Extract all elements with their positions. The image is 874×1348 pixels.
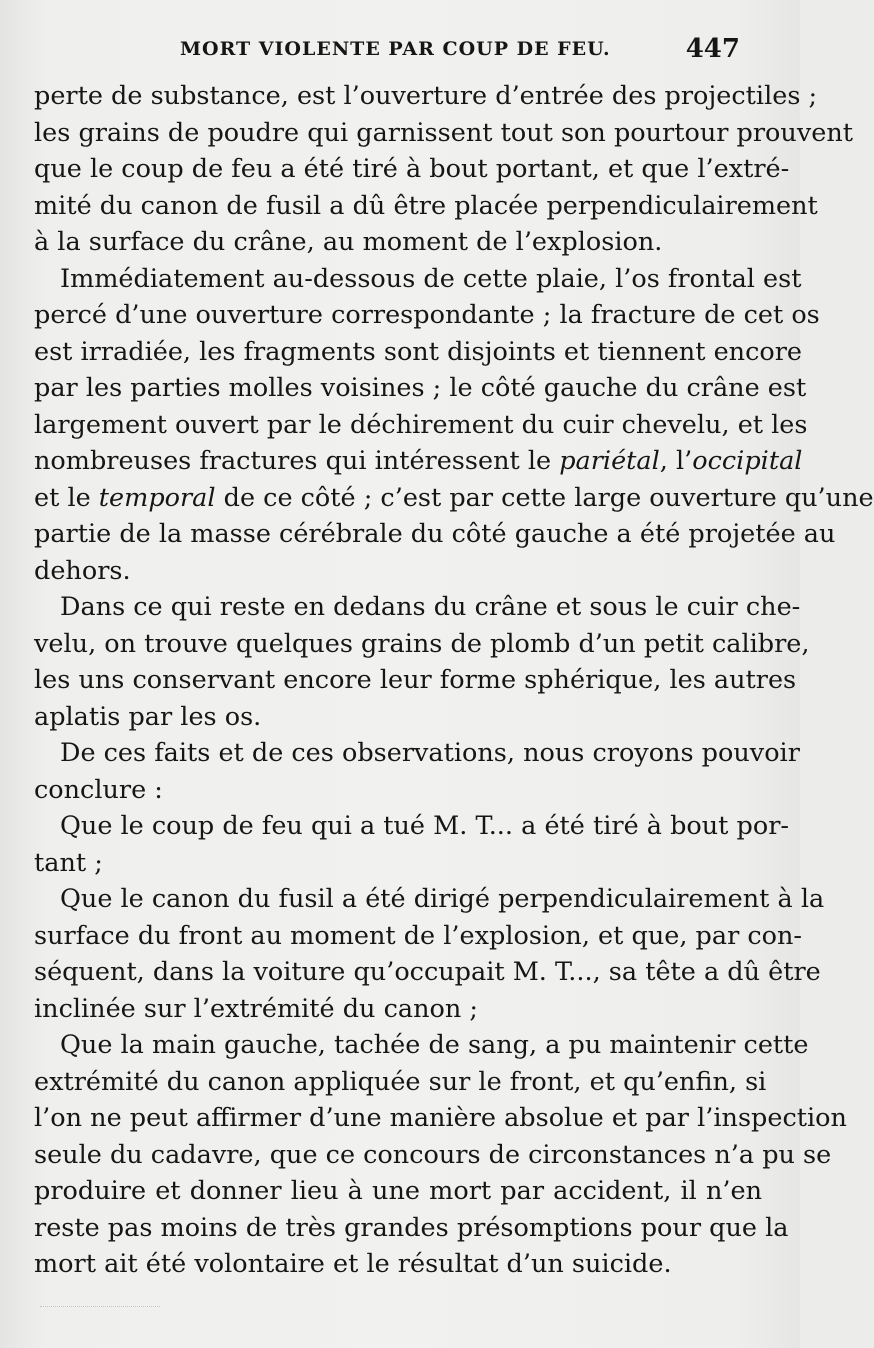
body-text: [34, 78, 874, 1283]
text-line: tant ;: [34, 847, 103, 878]
text-line: les uns conservant encore leur forme sphérique, les autres: [34, 665, 797, 695]
text-line: perte de substance, est l’ouverture d’entrée des projectiles ;: [34, 81, 818, 111]
text-line: seule du cadavre, que ce concours de circonstances n’a pu se: [34, 1139, 832, 1170]
text-line: partie de la masse cérébrale du côté gauche a été projetée au: [34, 519, 836, 549]
running-title: MORT VIOLENTE PAR COUP DE FEU.: [180, 38, 611, 60]
text-line: surface du front au moment de l’explosion, et que, par con-: [34, 920, 803, 951]
text-line: par les parties molles voisines ; le côté gauche du crâne est: [34, 373, 807, 403]
text-line: extrémité du canon appliquée sur le front, et qu’enfin, si: [34, 1066, 767, 1097]
text-line: l’on ne peut affirmer d’une manière absolue et par l’inspection: [34, 1103, 847, 1133]
italic-term: pariétal: [559, 446, 660, 476]
text-line: De ces faits et de ces observations, nous croyons pouvoir: [60, 738, 800, 768]
text-line: mort ait été volontaire et le résultat d’un suicide.: [34, 1249, 672, 1279]
page-header: [40, 30, 740, 70]
text-line: est irradiée, les fragments sont disjoints et tiennent encore: [34, 336, 803, 367]
footer-signature-mark: [40, 1296, 160, 1307]
text-line: Que le canon du fusil a été dirigé perpendiculairement à la: [60, 884, 825, 914]
text-line-with-italics: nombreuses fractures qui intéressent le pariétal, l’occipital: [34, 446, 803, 476]
text-line: produire et donner lieu à une mort par accident, il n’en: [34, 1176, 762, 1206]
text-line: dehors.: [34, 555, 131, 586]
text-line: séquent, dans la voiture qu’occupait M. T..., sa tête a dû être: [34, 957, 821, 987]
text-line: à la surface du crâne, au moment de l’explosion.: [34, 227, 663, 257]
page-number: 447: [685, 34, 740, 64]
text-line: conclure :: [34, 774, 163, 805]
text-line: que le coup de feu a été tiré à bout portant, et que l’extré-: [34, 154, 790, 184]
text-line: inclinée sur l’extrémité du canon ;: [34, 993, 478, 1024]
text-line: aplatis par les os.: [34, 701, 262, 732]
text-line: les grains de poudre qui garnissent tout son pourtour prouvent: [34, 117, 854, 148]
text-line: velu, on trouve quelques grains de plomb d’un petit calibre,: [34, 628, 810, 659]
italic-term: temporal: [98, 482, 216, 513]
text-line: Immédiatement au-dessous de cette plaie, l’os frontal est: [60, 263, 802, 294]
text-line: mité du canon de fusil a dû être placée perpendiculairement: [34, 190, 818, 221]
italic-term: occipital: [692, 446, 803, 476]
text-line: reste pas moins de très grandes présomptions pour que la: [34, 1212, 789, 1243]
text-line: percé d’une ouverture correspondante ; la fracture de cet os: [34, 300, 820, 330]
text-line: largement ouvert par le déchirement du cuir chevelu, et les: [34, 409, 808, 440]
text-line: Que le coup de feu qui a tué M. T... a été tiré à bout por-: [60, 811, 790, 841]
text-line-with-italics: et le temporal de ce côté ; c’est par cette large ouverture qu’une: [34, 482, 874, 513]
text-line: Que la main gauche, tachée de sang, a pu maintenir cette: [60, 1030, 809, 1060]
text-line: Dans ce qui reste en dedans du crâne et sous le cuir che-: [60, 592, 801, 622]
